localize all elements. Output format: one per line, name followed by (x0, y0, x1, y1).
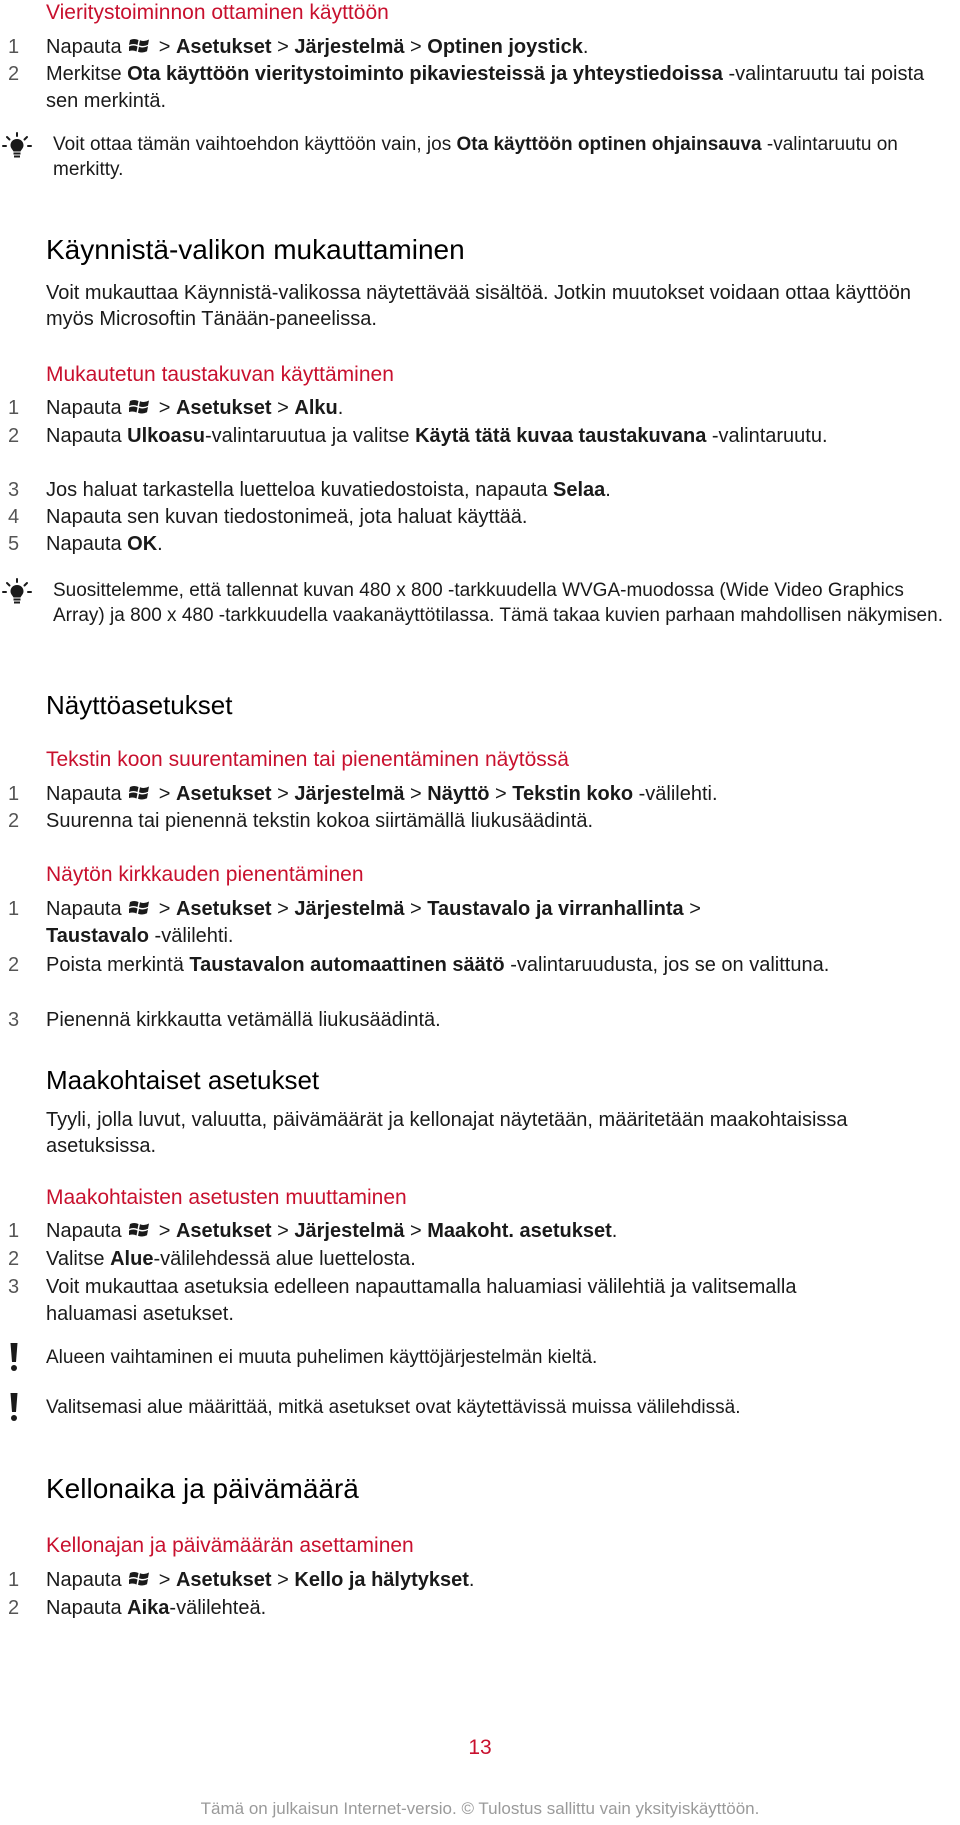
step-text: Napauta sen kuvan tiedostonimeä, jota haluat käyttää. (46, 506, 528, 528)
step-number: 1 (8, 397, 20, 419)
step-item (0, 952, 950, 1006)
step-text: Valitse Alue-välilehdessä alue luettelosta. (46, 1248, 416, 1270)
step-text: Napauta > Asetukset > Kello ja hälytykset. (46, 1569, 475, 1591)
warning-text: Valitsemasi alue määrittää, mitkä asetukset ovat käytettävissä muissa välilehdissä. (46, 1397, 741, 1418)
step-number: 1 (8, 783, 20, 805)
step-number: 2 (8, 1597, 20, 1619)
step-number: 5 (8, 533, 20, 555)
section-heading-regional: Maakohtaisten asetusten muuttaminen (46, 1186, 407, 1209)
step-number: 3 (8, 1276, 20, 1298)
section-heading-wallpaper: Mukautetun taustakuvan käyttäminen (46, 363, 394, 386)
step-text: Jos haluat tarkastella luetteloa kuvatiedostoista, napauta Selaa. (46, 479, 611, 501)
step-item (0, 423, 950, 477)
step-number: 4 (8, 506, 20, 528)
step-number: 1 (8, 1220, 20, 1242)
warning-exclamation-icon (4, 1392, 24, 1422)
step-text: Pienennä kirkkautta vetämällä liukusäädintä. (46, 1009, 441, 1031)
step-number: 2 (8, 425, 20, 447)
step-item (0, 477, 950, 504)
step-text: Napauta > Asetukset > Järjestelmä > Maakoht. asetukset. (46, 1220, 618, 1242)
warning-note (0, 1342, 955, 1372)
step-item (0, 1274, 950, 1328)
step-number: 3 (8, 1009, 20, 1031)
section-intro: Voit mukauttaa Käynnistä-valikossa näytettävää sisältöä. Jotkin muutokset voidaan ottaa käyttöön myös Microsoftin Tänään-paneelissa. (46, 282, 911, 330)
step-text: Napauta > Asetukset > Järjestelmä > Taustavalo ja virranhallinta > Taustavalo -välilehti. (46, 898, 701, 947)
step-text: Suurenna tai pienennä tekstin kokoa siirtämällä liukusäädintä. (46, 810, 594, 832)
step-number: 1 (8, 36, 20, 58)
windows-start-icon (129, 1220, 151, 1240)
step-item (0, 61, 950, 115)
step-item (0, 1595, 950, 1622)
section-title-time-date: Kellonaika ja päivämäärä (46, 1473, 359, 1504)
step-number: 2 (8, 63, 20, 85)
footer-note: Tämä on julkaisun Internet-versio. © Tulostus sallittu vain yksityiskäyttöön. (200, 1799, 760, 1818)
step-item (0, 781, 950, 808)
section-title-regional: Maakohtaiset asetukset (46, 1065, 320, 1095)
step-number: 1 (8, 1569, 20, 1591)
step-item (0, 1246, 950, 1273)
step-item (0, 808, 950, 835)
step-number: 1 (8, 898, 20, 920)
page-number: 13 (468, 1736, 492, 1759)
section-title-display: Näyttöasetukset (46, 690, 233, 720)
step-text: Napauta > Asetukset > Järjestelmä > Optinen joystick. (46, 36, 589, 58)
windows-start-icon (129, 36, 151, 56)
warning-exclamation-icon (4, 1342, 24, 1372)
windows-start-icon (129, 397, 151, 417)
windows-start-icon (129, 783, 151, 803)
section-heading-time-date: Kellonajan ja päivämäärän asettaminen (46, 1534, 414, 1557)
warning-text: Alueen vaihtaminen ei muuta puhelimen käyttöjärjestelmän kieltä. (46, 1347, 598, 1368)
tip-note (0, 578, 955, 654)
step-text: Merkitse Ota käyttöön vieritystoiminto pikaviesteissä ja yhteystiedoissa -valintaruutu tai poista sen merkintä. (46, 63, 925, 112)
step-number: 3 (8, 479, 20, 501)
step-text: Voit mukauttaa asetuksia edelleen napauttamalla haluamiasi välilehtiä ja valitsemalla haluamasi asetukset. (46, 1276, 797, 1325)
warning-note (0, 1392, 955, 1422)
step-number: 2 (8, 810, 20, 832)
windows-start-icon (129, 898, 151, 918)
step-number: 2 (8, 954, 20, 976)
step-item (0, 896, 950, 950)
tip-lightbulb-icon (2, 132, 32, 160)
section-title-start-menu: Käynnistä-valikon mukauttaminen (46, 234, 465, 265)
step-text: Napauta OK. (46, 533, 163, 555)
step-text: Napauta > Asetukset > Alku. (46, 397, 344, 419)
tip-note (0, 132, 955, 184)
tip-text: Voit ottaa tämän vaihtoehdon käyttöön vain, jos Ota käyttöön optinen ohjainsauva -valintaruutu on merkitty. (53, 134, 898, 180)
tip-text: Suosittelemme, että tallennat kuvan 480 x 800 -tarkkuudella WVGA-muodossa (Wide Video Graphics Array) ja 800 x 480 -tarkkuudella vaakanäyttötilassa. Tämä takaa kuvien parhaan mahdollisen näkymisen. (53, 580, 943, 626)
step-item (0, 1007, 950, 1034)
step-text: Napauta Aika-välilehteä. (46, 1597, 267, 1619)
step-item (0, 1567, 950, 1594)
section-heading-text-size: Tekstin koon suurentaminen tai pienentäminen näytössä (46, 748, 569, 771)
step-number: 2 (8, 1248, 20, 1270)
section-heading-brightness: Näytön kirkkauden pienentäminen (46, 863, 364, 886)
section-intro: Tyyli, jolla luvut, valuutta, päivämäärät ja kellonajat näytetään, määritetään maakohtaisissa asetuksissa. (46, 1109, 848, 1157)
step-item (0, 1218, 950, 1245)
step-item (0, 34, 950, 61)
step-item (0, 504, 950, 531)
step-text: Poista merkintä Taustavalon automaattinen säätö -valintaruudusta, jos se on valittuna. (46, 954, 830, 976)
step-text: Napauta > Asetukset > Järjestelmä > Näyttö > Tekstin koko -välilehti. (46, 783, 718, 805)
step-item (0, 395, 950, 422)
step-text: Napauta Ulkoasu-valintaruutua ja valitse Käytä tätä kuvaa taustakuvana -valintaruutu. (46, 425, 828, 447)
windows-start-icon (129, 1569, 151, 1589)
step-item (0, 531, 950, 558)
section-heading-scroll: Vieritystoiminnon ottaminen käyttöön (46, 1, 389, 24)
tip-lightbulb-icon (2, 578, 32, 606)
